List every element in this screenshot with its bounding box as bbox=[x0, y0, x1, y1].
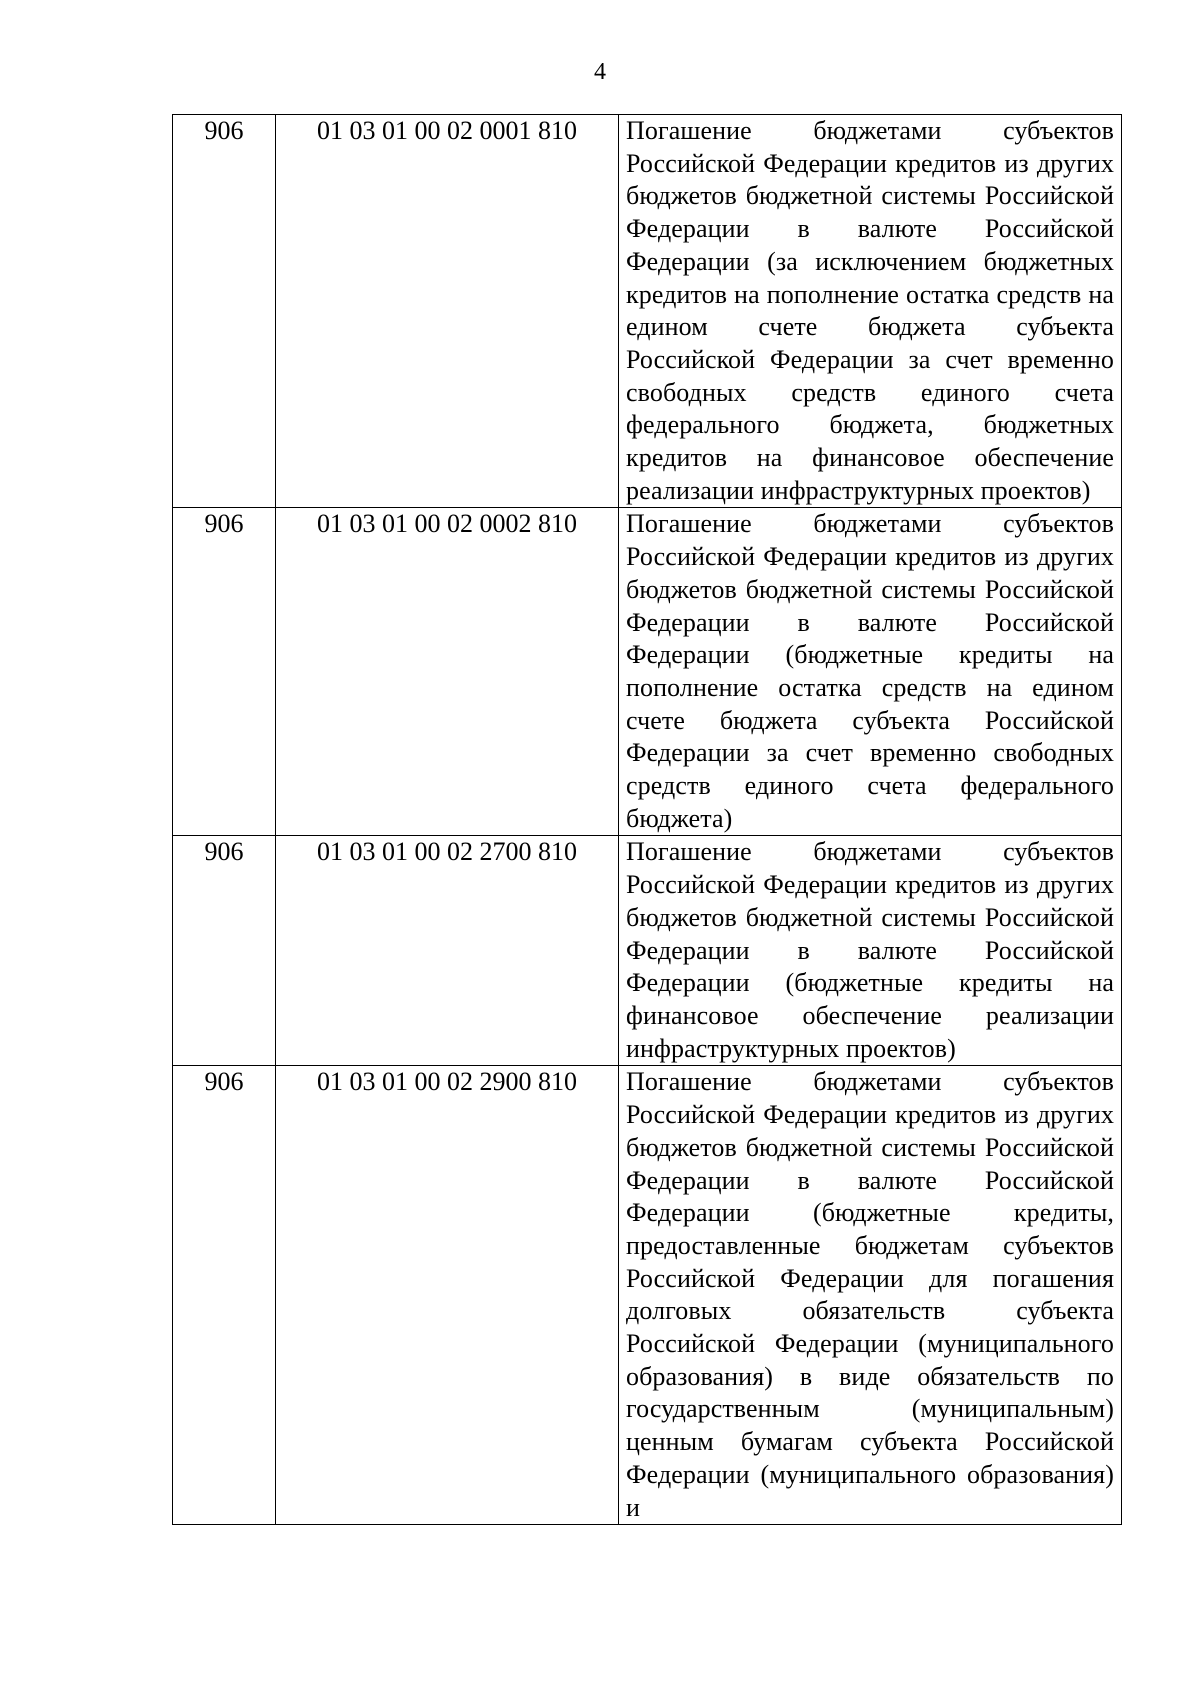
budget-code-cell: 01 03 01 00 02 2900 810 bbox=[276, 1066, 619, 1525]
admin-code-cell: 906 bbox=[173, 115, 276, 508]
budget-code-cell: 01 03 01 00 02 0002 810 bbox=[276, 508, 619, 836]
admin-code-cell: 906 bbox=[173, 508, 276, 836]
description-cell: Погашение бюджетами субъектов Российской Федерации кредитов из других бюджетов бюджетной системы Российской Федерации в валюте Российской Федерации (за исключением бюджетных кредитов на пополнение остатка средств на едином счете бюджета субъекта Российской Федерации за счет временно свободных средств единого счета федерального бюджета, бюджетных кредитов на финансовое обеспечение реализации инфраструктурных проектов) bbox=[619, 115, 1122, 508]
admin-code-cell: 906 bbox=[173, 836, 276, 1066]
table-row bbox=[173, 508, 1122, 836]
table-row bbox=[173, 836, 1122, 1066]
description-cell: Погашение бюджетами субъектов Российской Федерации кредитов из других бюджетов бюджетной системы Российской Федерации в валюте Российской Федерации (бюджетные кредиты, предоставленные бюджетам субъектов Российской Федерации для погашения долговых обязательств субъекта Российской Федерации (муниципального образования) в виде обязательств по государственным (муниципальным) ценным бумагам субъекта Российской Федерации (муниципального образования) и bbox=[619, 1066, 1122, 1525]
table-row bbox=[173, 115, 1122, 508]
table-row bbox=[173, 1066, 1122, 1525]
budget-code-cell: 01 03 01 00 02 2700 810 bbox=[276, 836, 619, 1066]
budget-codes-table bbox=[172, 114, 1122, 1525]
admin-code-cell: 906 bbox=[173, 1066, 276, 1525]
description-cell: Погашение бюджетами субъектов Российской Федерации кредитов из других бюджетов бюджетной системы Российской Федерации в валюте Российской Федерации (бюджетные кредиты на пополнение остатка средств на едином счете бюджета субъекта Российской Федерации за счет временно свободных средств единого счета федерального бюджета) bbox=[619, 508, 1122, 836]
description-cell: Погашение бюджетами субъектов Российской Федерации кредитов из других бюджетов бюджетной системы Российской Федерации в валюте Российской Федерации (бюджетные кредиты на финансовое обеспечение реализации инфраструктурных проектов) bbox=[619, 836, 1122, 1066]
page-number: 4 bbox=[594, 59, 606, 85]
budget-code-cell: 01 03 01 00 02 0001 810 bbox=[276, 115, 619, 508]
